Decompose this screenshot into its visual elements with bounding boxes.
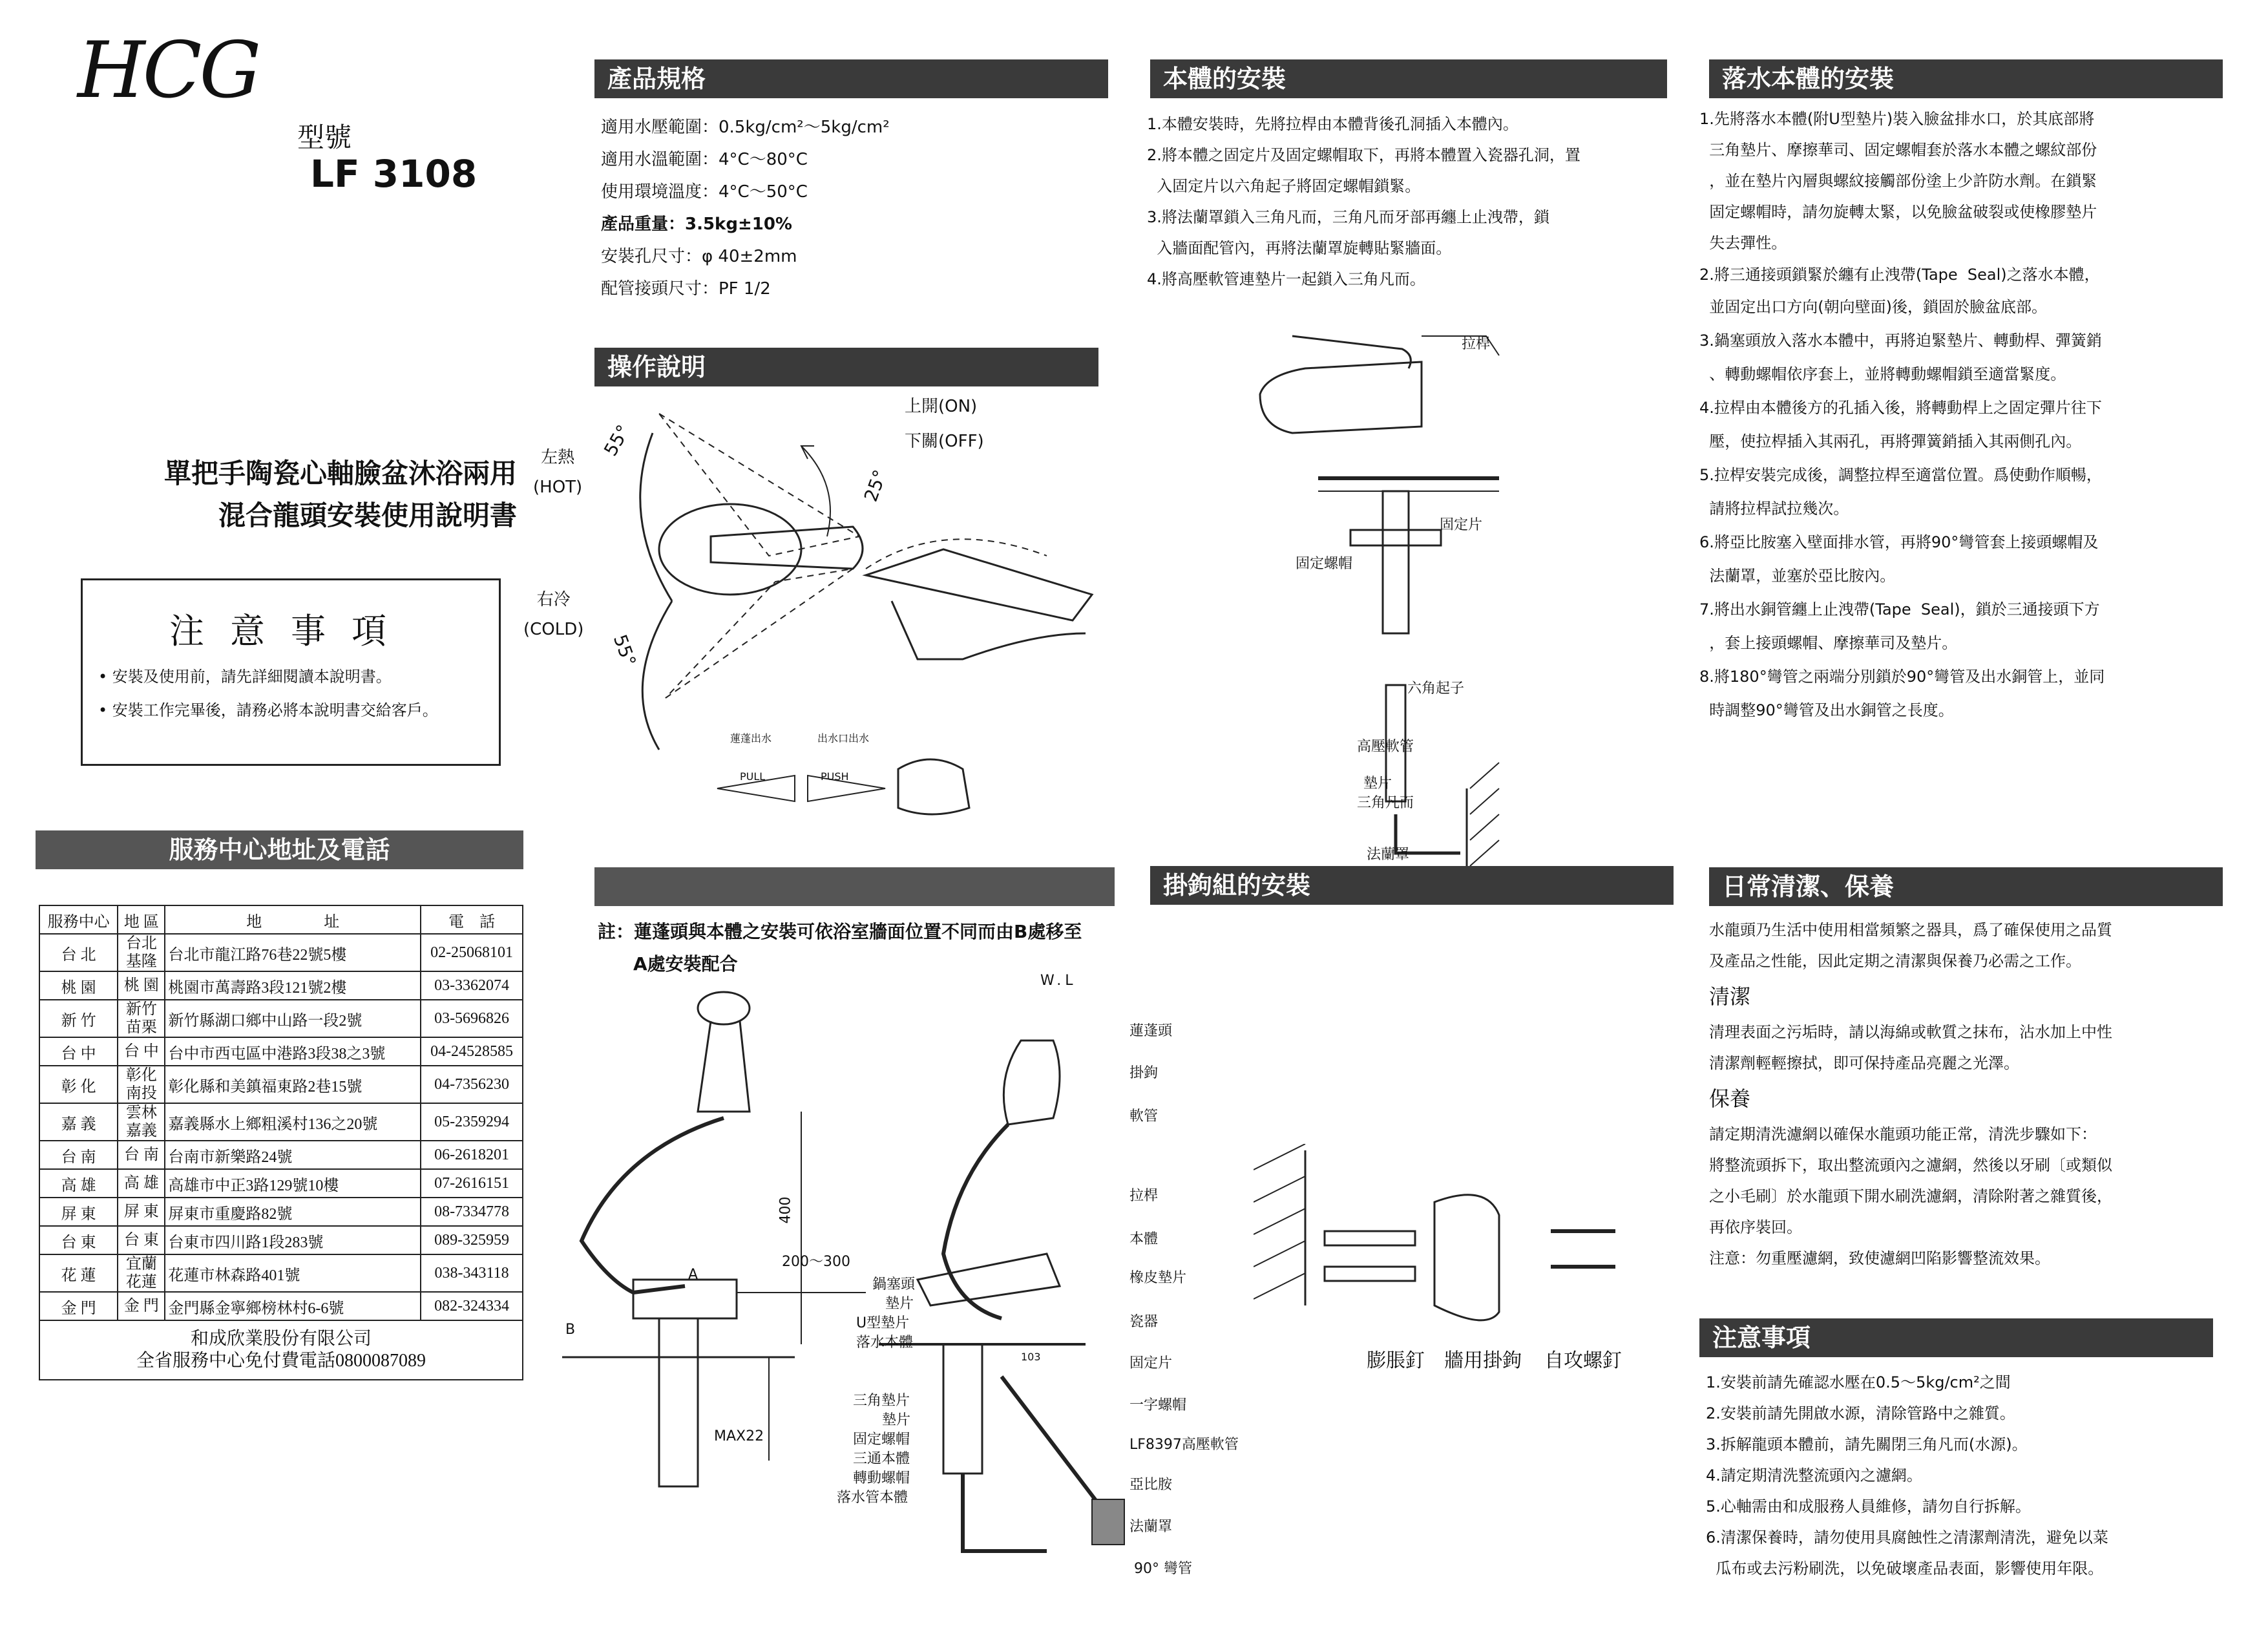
table-cell-phone: 03-5696826 (421, 1000, 523, 1037)
drain-step: 三角墊片、摩擦華司、固定螺帽套於落水本體之螺紋部份 (1699, 141, 2097, 159)
part-label: 轉動螺帽 (853, 1470, 910, 1486)
diverter-knob (898, 759, 969, 814)
part-label: 六角起子 (1407, 681, 1465, 697)
table-cell-area: 台 中 (118, 1037, 165, 1066)
table-cell-phone: 04-7356230 (421, 1066, 523, 1103)
table-header-row (39, 905, 523, 934)
table-cell-phone: 04-24528585 (421, 1037, 523, 1066)
care-text: 清潔劑輕輕擦拭，即可保持產品亮麗之光澤。 (1709, 1054, 2019, 1072)
cautions-list (1706, 1367, 2108, 1584)
position-a-label: A (688, 1267, 698, 1283)
cautions-heading: 注意事項 (1699, 1318, 2213, 1357)
table-cell-address: 台東市四川路1段283號 (165, 1226, 421, 1254)
spec-line: 產品重量：3.5kg±10% (601, 215, 792, 234)
table-cell-center: 高 雄 (39, 1169, 118, 1198)
lever-operation-diagram (582, 388, 1137, 840)
table-cell-area: 彰化 南投 (118, 1066, 165, 1103)
drain-install-heading: 落水本體的安裝 (1709, 59, 2223, 98)
part-label: 三角墊片 (853, 1393, 910, 1409)
hot-label: 左熱 (HOT) (533, 448, 583, 497)
model-number: LF 3108 (310, 152, 478, 196)
care-subtitle: 清潔 (1709, 984, 1751, 1009)
doc-title-line2: 混合龍頭安裝使用說明書 (218, 500, 517, 531)
part-label: 三通本體 (853, 1451, 910, 1467)
service-heading: 服務中心地址及電話 (36, 830, 523, 869)
drain-step: 3.鍋塞頭放入落水本體中，再將迫緊墊片、轉動桿、彈簧銷 (1699, 332, 2102, 350)
part-label: U型墊片 (856, 1315, 910, 1331)
faucet-side (892, 601, 1086, 659)
table-cell-phone: 038-343118 (421, 1254, 523, 1292)
hook-install-diagram (1254, 1144, 1641, 1338)
part-label: 三角凡而 (1357, 795, 1414, 811)
wall-hook (1434, 1195, 1499, 1320)
drain-step: 時調整90°彎管及出水銅管之長度。 (1699, 701, 1954, 719)
part-label: 軟管 (1129, 1108, 1159, 1125)
outlet-label: 蓮蓬出水 (730, 732, 772, 745)
hook-part-label: 牆用掛鉤 (1444, 1349, 1522, 1372)
notice-heading: 注意事項 (169, 611, 412, 651)
drain-step: ，並在墊片內層與螺紋接觸部份塗上少許防水劑。在鎖緊 (1699, 172, 2097, 190)
dim-label: 103 (1021, 1351, 1041, 1363)
faucet-body (918, 1254, 1060, 1305)
drain-step: 並固定出口方向(朝向壁面)後，鎖固於臉盆底部。 (1699, 298, 2047, 316)
drain-step: 7.將出水銅管纏上止洩帶(Tape Seal)，鎖於三通接頭下方 (1699, 600, 2100, 618)
care-text: 之小毛刷〕於水龍頭下開水刷洗濾網，清除附著之雜質後， (1709, 1187, 2112, 1205)
doc-title-line1: 單把手陶瓷心軸臉盆沐浴兩用 (163, 458, 517, 489)
table-cell-area: 台 東 (118, 1226, 165, 1254)
rotation-arc-left (642, 601, 672, 750)
table-cell-area: 雲林 嘉義 (118, 1103, 165, 1141)
table-cell-address: 屏東市重慶路82號 (165, 1198, 421, 1226)
table-cell-center: 台 中 (39, 1037, 118, 1066)
dim-label: 400 (777, 1196, 794, 1224)
table-cell-area: 台北 基隆 (118, 934, 165, 971)
part-label: 掛鉤 (1129, 1065, 1159, 1081)
table-cell-area: 桃 園 (118, 971, 165, 1000)
part-label: 瓷器 (1129, 1314, 1159, 1330)
part-label: 固定螺帽 (853, 1431, 910, 1448)
drain-step: 6.將亞比胺塞入壁面排水管，再將90°彎管套上接頭螺帽及 (1699, 533, 2099, 551)
table-cell-center: 彰 化 (39, 1066, 118, 1103)
table-row (39, 1226, 523, 1254)
angle-label: 25° (859, 467, 891, 505)
table-cell-address: 高雄市中正3路129號10樓 (165, 1169, 421, 1198)
drain-step: 4.拉桿由本體後方的孔插入後，將轉動桿上之固定彈片往下 (1699, 399, 2102, 417)
notice-item: • 安裝工作完畢後，請務必將本說明書交給客戶。 (98, 701, 438, 719)
rotation-arc-left (640, 433, 672, 601)
faucet-body (1260, 362, 1422, 433)
table-row (39, 971, 523, 1000)
angle-label: 55° (609, 631, 640, 670)
dim-label: MAX22 (714, 1428, 764, 1444)
care-subtitle: 保養 (1709, 1086, 1751, 1111)
shower-handle (698, 1021, 750, 1112)
table-cell-phone: 06-2618201 (421, 1141, 523, 1169)
drain-step: 5.拉桿安裝完成後，調整拉桿至適當位置。爲使動作順暢， (1699, 466, 2102, 484)
part-label: 拉桿 (1462, 336, 1491, 352)
table-cell-center: 屏 東 (39, 1198, 118, 1226)
table-row (39, 1198, 523, 1226)
install-step: 3.將法蘭罩鎖入三角凡而，三角凡而牙部再纏上止洩帶，鎖 (1147, 208, 1549, 226)
part-label: 鍋塞頭 (872, 1276, 916, 1293)
fixing-plate (1350, 530, 1441, 545)
service-table (39, 905, 523, 1380)
caution-item: 4.請定期清洗整流頭內之濾網。 (1706, 1466, 1922, 1484)
drain-install-steps (1699, 103, 2105, 726)
part-label: 高壓軟管 (1357, 739, 1414, 755)
care-heading: 日常清潔、保養 (1709, 867, 2223, 906)
shower-hose (943, 1125, 1008, 1318)
table-cell-address: 桃園市萬壽路3段121號2樓 (165, 971, 421, 1000)
spec-line: 適用水溫範圍：4°C～80°C (601, 150, 808, 169)
table-cell-area: 高 雄 (118, 1169, 165, 1198)
caution-item: 6.清潔保養時，請勿使用具腐蝕性之清潔劑清洗，避免以菜 (1706, 1528, 2108, 1547)
install-step: 2.將本體之固定片及固定螺帽取下，再將本體置入瓷器孔洞，置 (1147, 146, 1580, 164)
table-cell-address: 新竹縣湖口鄉中山路一段2號 (165, 1000, 421, 1037)
hcg-logo: HCG (78, 26, 259, 116)
table-cell-phone: 082-324334 (421, 1292, 523, 1320)
care-text: 清理表面之污垢時，請以海綿或軟質之抹布，沾水加上中性 (1709, 1023, 2112, 1041)
spec-line: 安裝孔尺寸：φ 40±2mm (601, 247, 797, 266)
col-header: 電 話 (421, 905, 523, 934)
table-cell-address: 嘉義縣水上鄉粗溪村136之20號 (165, 1103, 421, 1141)
part-label: 固定螺帽 (1296, 556, 1353, 572)
shower-note-line1: 註：蓮蓬頭與本體之安裝可依浴室牆面位置不同而由B處移至 (598, 921, 1082, 942)
drain-pipe (963, 1474, 1047, 1551)
table-row (39, 1254, 523, 1292)
specs-heading: 產品規格 (594, 59, 1108, 98)
table-cell-center: 嘉 義 (39, 1103, 118, 1141)
table-row (39, 1066, 523, 1103)
part-label: 本體 (1129, 1231, 1159, 1247)
part-label: 法蘭罩 (1367, 847, 1410, 863)
table-cell-center: 台 東 (39, 1226, 118, 1254)
position-b-label: B (565, 1322, 576, 1338)
wall-hatch (1470, 763, 1499, 866)
drain-step: 8.將180°彎管之兩端分別鎖於90°彎管及出水銅管上，並同 (1699, 668, 2105, 686)
part-label: 落水管本體 (837, 1490, 908, 1506)
table-cell-area: 新竹 苗栗 (118, 1000, 165, 1037)
table-row (39, 1292, 523, 1320)
install-step: 1.本體安裝時，先將拉桿由本體背後孔洞插入本體內。 (1147, 115, 1518, 133)
part-label: 固定片 (1440, 517, 1483, 533)
body-install-steps (1147, 109, 1664, 295)
table-cell-area: 屏 東 (118, 1198, 165, 1226)
shower-note-line2: A處安裝配合 (633, 953, 738, 975)
service-footer (39, 1320, 523, 1380)
table-cell-phone: 089-325959 (421, 1226, 523, 1254)
table-cell-address: 台北市龍江路76巷22號5樓 (165, 934, 421, 971)
drain-step: 1.先將落水本體(附U型墊片)裝入臉盆排水口，於其底部將 (1699, 110, 2095, 128)
drain-step: 請將拉桿試拉幾次。 (1699, 500, 1849, 518)
shower-section-heading (594, 867, 1115, 906)
lever-handle (711, 527, 863, 569)
drain-body (943, 1344, 982, 1474)
table-row (39, 1169, 523, 1198)
lever-outline (659, 414, 859, 556)
table-row (39, 1037, 523, 1066)
install-step: 入牆面配管內，再將法蘭罩旋轉貼緊牆面。 (1147, 239, 1452, 257)
anchor (1325, 1231, 1415, 1245)
table-cell-area: 宜蘭 花蓮 (118, 1254, 165, 1292)
table-cell-address: 金門縣金寧鄉榜林村6-6號 (165, 1292, 421, 1320)
table-cell-phone: 08-7334778 (421, 1198, 523, 1226)
part-label: 固定片 (1129, 1355, 1173, 1371)
on-label: 上開(ON) (905, 397, 978, 416)
table-row (39, 934, 523, 971)
notice-box (81, 578, 501, 766)
table-cell-center: 花 蓮 (39, 1254, 118, 1292)
col-header: 地 址 (165, 905, 421, 934)
part-label: 90° 彎管 (1134, 1561, 1192, 1577)
spec-line: 適用水壓範圍：0.5kg/cm²～5kg/cm² (601, 118, 890, 137)
pull-label: PULL (740, 770, 766, 783)
part-label: 墊片 (1363, 776, 1392, 792)
table-cell-address: 彰化縣和美鎮福東路2巷15號 (165, 1066, 421, 1103)
caution-item: 2.安裝前請先開啟水源，清除管路中之雜質。 (1706, 1404, 2015, 1422)
caution-item: 5.心軸需由和成服務人員維修，請勿自行拆解。 (1706, 1497, 2031, 1516)
care-text: 注意：勿重壓濾網，致使濾網凹陷影響整流效果。 (1709, 1249, 2050, 1267)
care-text: 水龍頭乃生活中使用相當頻繁之器具，爲了確保使用之品質 (1709, 921, 2112, 939)
drain-step: 固定螺帽時，請勿旋轉太緊，以免臉盆破裂或使橡膠墊片 (1699, 203, 2097, 221)
notice-item: • 安裝及使用前，請先詳細閱讀本說明書。 (98, 668, 392, 686)
install-step: 4.將高壓軟管連墊片一起鎖入三角凡而。 (1147, 270, 1425, 288)
drain-step: 失去彈性。 (1699, 234, 1787, 252)
caution-item: 1.安裝前請先確認水壓在0.5～5kg/cm²之間 (1706, 1373, 2011, 1391)
table-cell-address: 台南市新樂路24號 (165, 1141, 421, 1169)
table-cell-area: 金 門 (118, 1292, 165, 1320)
table-cell-area: 台 南 (118, 1141, 165, 1169)
push-label: PUSH (821, 770, 849, 783)
install-step: 入固定片以六角起子將固定螺帽鎖緊。 (1147, 177, 1421, 195)
supply-pipe (659, 1318, 698, 1486)
table-cell-address: 花蓮市林森路401號 (165, 1254, 421, 1292)
table-cell-phone: 02-25068101 (421, 934, 523, 971)
hook-part-label: 自攻螺釘 (1544, 1349, 1622, 1372)
off-label: 下關(OFF) (905, 432, 984, 451)
table-row (39, 1141, 523, 1169)
drain-step: 法蘭罩，並塞於亞比胺內。 (1699, 567, 1896, 585)
drain-step: ，套上接頭螺帽、摩擦華司及墊片。 (1699, 634, 1958, 652)
hotline: 全省服務中心免付費電話0800087089 (136, 1351, 426, 1371)
lever-side (866, 549, 1092, 620)
table-cell-phone: 07-2616151 (421, 1169, 523, 1198)
part-label: 一字螺帽 (1129, 1397, 1187, 1413)
table-cell-address: 台中市西屯區中港路3段38之3號 (165, 1037, 421, 1066)
drain-step: 壓，使拉桿插入其兩孔，再將彈簧銷插入其兩側孔內。 (1699, 432, 2082, 450)
part-label: 墊片 (882, 1412, 911, 1428)
part-label: 亞比胺 (1129, 1477, 1173, 1493)
part-label: 落水本體 (856, 1335, 914, 1351)
company-name: 和成欣業股份有限公司 (190, 1329, 372, 1349)
supply-hose (1002, 1377, 1105, 1512)
care-text: 及產品之性能，因此定期之清潔與保養乃必需之工作。 (1709, 952, 2081, 970)
faucet-base (633, 1280, 737, 1318)
cold-label: 右冷 (COLD) (523, 590, 584, 639)
part-label: 蓮蓬頭 (1129, 1023, 1173, 1039)
caution-item: 瓜布或去污粉刷洗，以免破壞產品表面，影響使用年限。 (1706, 1559, 2104, 1578)
part-label: 拉桿 (1129, 1188, 1159, 1204)
table-row (39, 1000, 523, 1037)
table-cell-phone: 05-2359294 (421, 1103, 523, 1141)
care-text: 請定期清洗濾網以確保水龍頭功能正常，清洗步驟如下： (1709, 1125, 2097, 1143)
shower-head (698, 992, 750, 1024)
care-body (1709, 914, 2112, 1274)
faucet-body-top (659, 504, 801, 595)
drain-step: 、轉動螺帽依序套上，並將轉動螺帽鎖至適當緊度。 (1699, 365, 2066, 383)
care-text: 再依序裝回。 (1709, 1218, 1802, 1236)
body-install-heading: 本體的安裝 (1150, 59, 1667, 98)
angle-label: 55° (600, 421, 635, 460)
part-label: 墊片 (885, 1296, 914, 1312)
caution-item: 3.拆解龍頭本體前，請先關閉三角凡而(水源)。 (1706, 1435, 2028, 1453)
anchor (1325, 1267, 1415, 1281)
table-cell-center: 台 北 (39, 934, 118, 971)
spec-line: 配管接頭尺寸：PF 1/2 (601, 279, 771, 299)
table-cell-center: 台 南 (39, 1141, 118, 1169)
table-cell-phone: 03-3362074 (421, 971, 523, 1000)
drain-step: 2.將三通接頭鎖緊於纏有止洩帶(Tape Seal)之落水本體， (1699, 266, 2100, 284)
table-cell-center: 新 竹 (39, 1000, 118, 1037)
spec-line: 使用環境溫度：4°C～50°C (601, 182, 808, 202)
operation-heading: 操作說明 (594, 348, 1098, 386)
table-row (39, 1103, 523, 1141)
outlet-label: 出水口出水 (817, 732, 870, 745)
shower-head-on-hook (1003, 1041, 1060, 1125)
water-level-label: W.L (1040, 973, 1077, 989)
table-cell-center: 桃 園 (39, 971, 118, 1000)
part-label: 橡皮墊片 (1129, 1270, 1187, 1286)
model-label: 型號 (297, 121, 352, 153)
specs-list (601, 111, 890, 305)
col-header: 服務中心 (39, 905, 118, 934)
fixing-rod (1383, 491, 1409, 633)
care-text: 將整流頭拆下，取出整流頭內之濾網，然後以牙刷〔或類似 (1709, 1156, 2112, 1174)
hook-part-label: 膨脹釘 (1367, 1349, 1425, 1372)
wall-stop (1092, 1499, 1124, 1545)
dim-label: 200～300 (782, 1254, 850, 1270)
wall-hatch (1254, 1144, 1305, 1299)
hook-install-heading: 掛鉤組的安裝 (1150, 866, 1674, 905)
on-off-arc (801, 446, 830, 536)
table-cell-center: 金 門 (39, 1292, 118, 1320)
col-header: 地 區 (118, 905, 165, 934)
part-label: LF8397高壓軟管 (1129, 1437, 1239, 1453)
shower-hose (582, 1118, 724, 1293)
part-label: 法蘭罩 (1129, 1519, 1173, 1535)
